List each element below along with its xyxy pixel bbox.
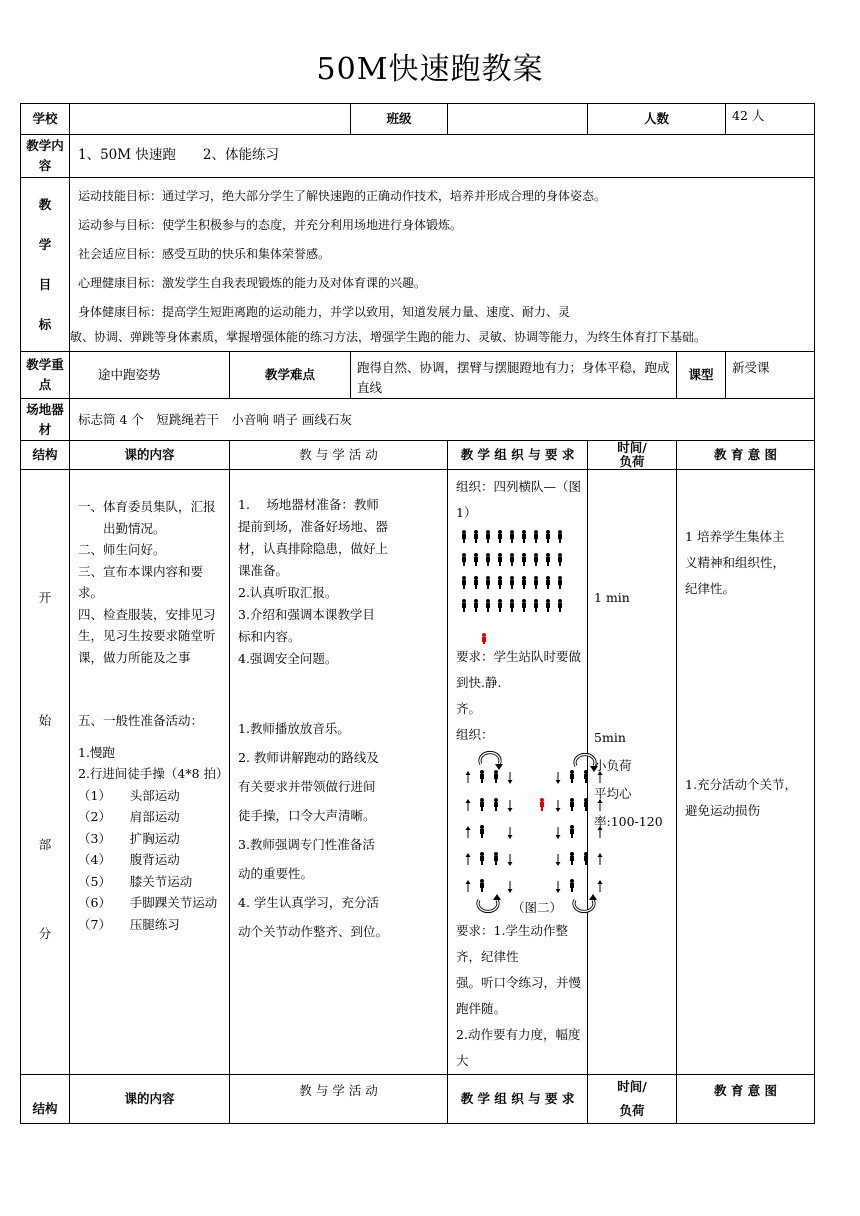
student-figure-icon [480,825,484,838]
activity-line: 1.教师播放放音乐。 [238,721,350,736]
col-time-2 [588,1075,677,1124]
student-figure-icon [522,599,526,612]
structure-char: 部 [38,837,52,852]
student-figure-icon [546,576,550,589]
up-arrow-icon [466,880,471,892]
content-line: （1） 头部运动 [78,787,180,803]
student-figure-icon [534,530,538,543]
col-organization-2: 教 学 组 织 与 要 求 [448,1075,588,1124]
student-figure-icon [480,770,484,783]
student-figure-icon [534,576,538,589]
loop-arrow-icon [480,753,503,770]
student-figure-icon [486,530,490,543]
student-figure-icon [494,770,498,783]
org-req-1b: 齐。 [456,701,482,716]
col-content-2: 课的内容 [70,1075,230,1124]
down-arrow-icon [508,800,513,812]
intent-line: 义精神和组织性， [685,555,786,570]
organization-cell [448,470,588,1075]
intent-cell [677,470,815,1075]
student-figure-icon [570,879,574,892]
activity-line: 3.教师强调专门性准备活 [238,837,375,852]
student-figure-icon [474,576,478,589]
count-value: 42 人 [726,104,815,135]
org-req-2: 强。听口令练习，并慢跑伴随。 [456,975,582,1016]
student-figure-icon [510,576,514,589]
content-line: （3） 扩胸运动 [78,830,180,846]
col-intent-2: 教 育 意 图 [677,1075,815,1124]
student-figure-icon [570,770,574,783]
col-time-line1: 时间/ [617,440,647,455]
content-line: 生，见习生按要求随堂听 [78,628,216,643]
content-line: （5） 膝关节运动 [78,873,193,889]
lesson-type-label: 课型 [677,352,726,399]
student-figure-icon [474,530,478,543]
key-point-value: 途中跑姿势 [70,352,230,399]
student-figure-icon [480,879,484,892]
time-value-2: 小负荷 [594,758,632,773]
col-time-line2: 负荷 [619,454,645,469]
structure-char: 始 [38,712,52,728]
student-figure-icon [546,553,550,566]
student-figure-icon [546,530,550,543]
org-req-1: 要求：学生站队时要做到快.静. [456,649,582,690]
goal-item: 运动技能目标：通过学习，绝大部分学生了解快速跑的正确动作技术，培养并形成合理的身体姿态。 [78,189,607,203]
content-line: （7） 压腿练习 [78,916,180,932]
lesson-plan-table [20,103,815,1124]
activity-line: 动个关节动作整齐、到位。 [238,924,389,939]
intent-line: 1.充分活动个关节， [685,777,797,792]
student-figure-icon [510,530,514,543]
student-figure-icon [570,852,574,865]
student-figure-icon [522,553,526,566]
student-figure-icon [498,599,502,612]
goal-item: 社会适应目标：感受互助的快乐和集体荣誉感。 [78,247,331,261]
student-figure-icon [462,576,466,589]
down-arrow-icon [556,800,561,812]
activity-line: 材，认真排除隐患，做好上 [238,541,389,556]
goals-label-char: 学 [38,236,52,252]
down-arrow-icon [508,772,513,784]
student-figure-icon [462,553,466,566]
time-value-1: 1 min [594,590,630,605]
content-line: 1.慢跑 [78,744,115,760]
student-figure-icon [570,798,574,811]
activity-line: 1. 场地器材准备：教师 [238,497,379,512]
goals-label-char: 目 [38,276,52,292]
col-time-2-line2: 负荷 [619,1103,645,1118]
activity-line: 3.介绍和强调本课教学目 [238,607,375,622]
org-title-1: 组织：四列横队—（图 1） [456,479,582,520]
difficulty-label: 教学难点 [230,352,351,399]
key-point-label: 教学重点 [21,352,70,399]
content-line: 四、检查服装，安排见习 [78,606,216,622]
org-title-2: 组织： [456,727,494,742]
count-label: 人数 [588,104,726,135]
student-figure-icon [558,576,562,589]
lesson-type-value: 新受课 [726,352,815,399]
content-line: 一、体育委员集队，汇报 [78,499,216,514]
difficulty-value: 跑得自然、协调，摆臂与摆腿蹬地有力；身体平稳，跑成直线 [351,352,677,399]
student-figure-icon [558,553,562,566]
student-figure-icon [486,553,490,566]
down-arrow-icon [556,854,561,866]
down-arrow-icon [556,772,561,784]
student-figure-icon [462,599,466,612]
time-cell [588,470,677,1075]
student-figure-icon [522,576,526,589]
org-req-2: 要求：1.学生动作整齐，纪律性 [456,923,568,964]
activity-line: 有关要求并带领做行进间 [238,779,376,794]
up-arrow-icon [466,826,471,838]
down-arrow-icon [508,854,513,866]
student-figure-icon [474,599,478,612]
student-figure-icon [486,599,490,612]
student-figure-icon [510,553,514,566]
content-line: （2） 肩部运动 [78,809,180,824]
content-line: 出勤情况。 [78,520,166,536]
col-activity-2: 教 与 学 活 动 [230,1075,448,1124]
student-figure-icon [474,553,478,566]
col-time [588,441,677,470]
content-label: 教学内容 [21,135,70,178]
time-value-2: 率:100-120 [594,814,663,829]
class-value [448,104,588,135]
school-value [70,104,351,135]
student-figure-icon [534,599,538,612]
activity-line: 课准备。 [238,563,289,578]
equipment-value: 标志筒 4 个 短跳绳若干 小音响 哨子 画线石灰 [70,399,815,441]
student-figure-icon [534,553,538,566]
intent-line: 避免运动损伤 [685,803,761,818]
content-line: （6） 手脚踝关节运动 [78,895,218,910]
activity-line: 4.强调安全问题。 [238,651,338,666]
time-value-2: 平均心 [594,786,632,801]
teacher-figure-icon [540,798,544,811]
student-figure-icon [494,852,498,865]
goals-label-char: 标 [38,316,52,332]
goal-item: 运动参与目标：使学生积极参与的态度，并充分利用场地进行身体锻炼。 [78,218,463,232]
time-value-2: 5min [594,730,626,745]
class-label: 班级 [351,104,448,135]
col-structure-2: 结构 [21,1075,70,1124]
col-activity: 教 与 学 活 动 [230,441,448,470]
content-line: 二、师生问好。 [78,542,166,557]
col-organization: 教 学 组 织 与 要 求 [448,441,588,470]
goal-item: 身体健康目标：提高学生短距离跑的运动能力，并学以致用，知道发展力量、速度、耐力、灵 [78,305,571,319]
student-figure-icon [522,530,526,543]
content-line: 三、宣布本课内容和要求。 [78,563,204,600]
student-figure-icon [462,530,466,543]
student-figure-icon [486,576,490,589]
teacher-figure-icon [482,633,486,644]
student-figure-icon [510,599,514,612]
intent-line: 1 培养学生集体主 [685,529,785,544]
down-arrow-icon [508,827,513,839]
activity-line: 2.认真听取汇报。 [238,585,338,600]
student-figure-icon [494,798,498,811]
activity-line: 动的重要性。 [238,866,314,881]
student-figure-icon [498,576,502,589]
page-title: 50M快速跑教案 [316,52,544,87]
content-line: 2.行进间徒手操（4*8 拍） [78,766,229,781]
equipment-label: 场地器材 [21,399,70,441]
goals-list [70,178,815,352]
loop-arrow-icon [574,894,597,911]
up-arrow-icon [466,799,471,811]
org-req-2: 2.动作要有力度，幅度大 [456,1027,581,1068]
figure-2-caption: （图二） [512,900,563,915]
up-arrow-icon [466,771,471,783]
student-figure-icon [558,599,562,612]
goals-label-char: 教 [38,196,52,212]
student-figure-icon [546,599,550,612]
col-intent: 教 育 意 图 [677,441,815,470]
content-cell [70,470,230,1075]
structure-cell [21,470,70,1075]
activity-line: 提前到场，准备好场地、器 [238,519,389,534]
col-structure: 结构 [21,441,70,470]
content-line: （4） 腹背运动 [78,852,180,867]
content-value: 1、50M 快速跑 2、体能练习 [70,135,815,178]
goal-item: 心理健康目标：激发学生自我表现锻炼的能力及对体育课的兴趣。 [78,276,427,290]
student-figure-icon [570,825,574,838]
structure-char: 开 [38,590,52,605]
student-figure-icon [480,798,484,811]
goal-item: 敏、协调、弹跳等身体素质，掌握增强体能的练习方法，增强学生跑的能力、灵敏、协调等能力，为终生体育打下基础。 [70,330,707,344]
student-figure-icon [498,530,502,543]
activity-line: 2. 教师讲解跑动的路线及 [238,750,379,765]
down-arrow-icon [556,881,561,893]
student-figure-icon [480,852,484,865]
activity-cell [230,470,448,1075]
down-arrow-icon [508,881,513,893]
content-line: 课，做力所能及之事 [78,649,191,665]
activity-line: 标和内容。 [238,629,301,644]
goals-label [21,178,70,352]
down-arrow-icon [556,827,561,839]
loop-arrow-icon [478,894,501,911]
student-figure-icon [558,530,562,543]
col-content: 课的内容 [70,441,230,470]
content-subtitle: 五、一般性准备活动： [78,713,204,728]
student-figure-icon [498,553,502,566]
intent-line: 纪律性。 [685,581,736,596]
col-time-2-line1: 时间/ [617,1079,647,1094]
activity-line: 徒手操，口令大声清晰。 [238,808,376,823]
school-label: 学校 [21,104,70,135]
activity-line: 4. 学生认真学习，充分活 [238,895,379,910]
up-arrow-icon [466,853,471,865]
structure-char: 分 [38,925,52,941]
